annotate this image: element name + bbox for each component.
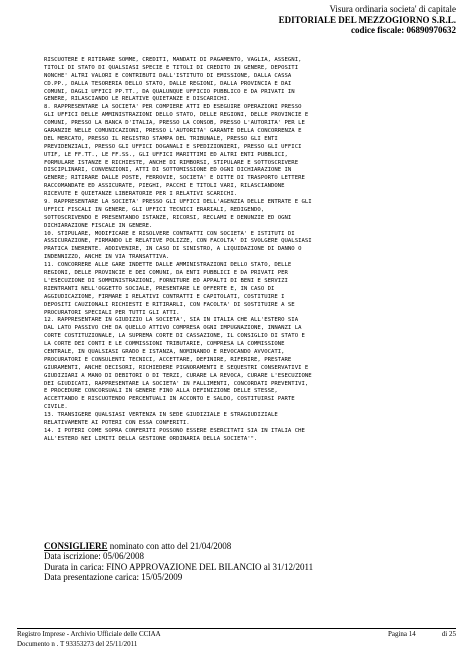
text-line: DAL LATO PASSIVO CHE DA QUELLO ATTIVO COMPRESA OGNI IMPUGNAZIONE, INNANZI LA [44,325,302,332]
data-iscrizione: Data iscrizione: 05/06/2008 [44,551,144,562]
text-line: 13. TRANSIGERE QUALSIASI VERTENZA IN SEDE GIUDIZIALE E STRAGIUDIZIALE [44,412,278,419]
text-line: TITOLI DI STATO DI QUALSIASI SPECIE E TITOLI DI CREDITO IN GENERE, DEPOSITI [44,64,299,71]
text-line: DEI GIUDICATI, RAPPRESENTARE LA SOCIETA' IN FALLIMENTI, CONCORDATI PREVENTIVI, [44,380,309,387]
text-line: GLI UFFICI DELLE AMMINISTRAZIONI DELLO STATO, DELLE REGIONI, DELLE PROVINCIE E [44,112,309,119]
text-line: PROCURATORI SPECIALI PER TUTTI GLI ATTI. [44,309,180,316]
text-line: GIURAMENTI, ANCHE DECISORI, RICHIEDERE PIGNORAMENTI E SEQUESTRI CONSERVATIVI E [44,364,309,371]
text-line: DISCIPLINARI, CONVENZIONI, ATTI DI SOTTOMISSIONE ED OGNI DICHIARAZIONE IN [44,167,292,174]
text-line: RACCOMANDATE ED ASSICURATE, PIEGHI, PACCHI E TITOLI VARI, RILASCIANDONE [44,183,285,190]
registro-imprese-label: Registro Imprese - Archivio Ufficiale delle CCIAA [17,630,161,638]
text-line: 14. I POTERI COME SOPRA CONFERITI POSSONO ESSERE ESERCITATI SIA IN ITALIA CHE [44,427,305,434]
text-line: CORTE COSTITUZIONALE, LA SUPREMA CORTE DI CASSAZIONE, IL CONSIGLIO DI STATO E [44,333,305,340]
text-line: PRATICA INERENTE. ADDIVENIRE, IN CASO DI SINISTRO, A LIQUIDAZIONE DI DANNO O [44,246,302,253]
text-line: 10. STIPULARE, MODIFICARE E RISOLVERE CONTRATTI CON SOCIETA' E ISTITUTI DI [44,230,295,237]
text-line: COMUNI, DAGLI UFFICI PP.TT., DA QUALUNQUE UFFICIO PUBBLICO E DA PRIVATI IN [44,88,295,95]
consigliere-title: CONSIGLIERE [44,541,108,551]
text-line: INDENNIZZO, ANCHE IN VIA TRANSATTIVA. [44,254,170,261]
page-number: Pagina 14 [387,630,416,638]
text-line: 9. RAPPRESENTARE LA SOCIETA' PRESSO GLI UFFICI DELL'AGENZIA DELLE ENTRATE E GLI [44,199,312,206]
text-line: CD.PP., DALLA TESORERIA DELLO STATO, DALLE REGIONI, DALLA PROVINCIA E DAI [44,80,292,87]
text-line: SOTTOSCRIVENDO E PRESENTANDO ISTANZE, RICORSI, RECLAMI E DENUNZIE ED OGNI [44,214,292,221]
text-line: CIVILE. [44,404,68,411]
text-line: LA CORTE DEI CONTI E LE COMMISSIONI TRIBUTARIE, COMPRESA LA COMMISSIONE [44,341,285,348]
text-line: DEL MERCATO, PRESSO IL REGISTRO STAMPA DEL TRIBUNALE, PRESSO GLI ENTI [44,135,278,142]
page-total: di 25 [441,630,456,638]
company-name: EDITORIALE DEL MEZZOGIORNO S.R.L. [278,14,456,25]
text-line: CENTRALE, IN QUALSIASI GRADO E ISTANZA, NOMINANDO E REVOCANDO AVVOCATI, [44,348,285,355]
text-line: ALL'ESTERO NEI LIMITI DELLA GESTIONE ORDINARIA DELLA SOCIETA'". [44,435,258,442]
text-line: GENERE; RITIRARE DALLE POSTE, FERROVIE, SOCIETA' E DITTE DI TRASPORTO LETTERE [44,175,305,182]
documento-number: Documento n . T 93353273 del 25/11/2011 [17,639,138,648]
text-line: PREVIDENZIALI, PRESSO GLI UFFICI DOGANALI E SPEDIZIONIERI, PRESSO GLI UFFICI [44,143,302,150]
footer-divider [17,628,456,629]
text-line: GENERE, RILASCIANDO LE RELATIVE QUIETANZE E DISCARICHI. [44,96,231,103]
document-type: Visura ordinaria societa' di capitale [329,4,456,14]
text-line: FORMULARE ISTANZE E RICHIESTE, ANCHE DI RIMBORSI, STIPULARE E SOTTOSCRIVERE [44,159,299,166]
footer-left [17,630,161,649]
text-line: 8. RAPPRESENTARE LA SOCIETA' PER COMPIERE ATTI ED ESEGUIRE OPERAZIONI PRESSO [44,104,302,111]
powers-text-block [44,57,459,444]
consigliere-block [44,541,313,583]
footer-right [388,630,456,640]
text-line: PROCURATORI E CONSULENTI TECNICI, ACCETTARE, DEFINIRE, RIFERIRE, PRESTARE [44,356,292,363]
nomination-text: nominato con atto del 21/04/2008 [107,541,232,551]
text-line: RIENTRANTI NELL'OGGETTO SOCIALE, PRESENTARE LE OFFERTE E, IN CASO DI [44,285,275,292]
text-line: DEPOSITI CAUZIONALI RICHIESTI E RITIRARLI, CON FACOLTA' DI SOSTITUIRE A SE [44,301,295,308]
text-line: RISCUOTERE E RITIRARE SOMME, CREDITI, MANDATI DI PAGAMENTO, VAGLIA, ASSEGNI, [44,57,302,63]
text-line: REGIONI, DELLE PROVINCIE E DEI COMUNI, DA ENTI PUBBLICI E DA PRIVATI PER [44,270,288,277]
fiscal-code: codice fiscale: 06890970632 [351,25,456,35]
text-line: AGGIUDICAZIONE, FIRMARE I RELATIVI CONTRATTI E CAPITOLATI, COSTITUIRE I [44,293,285,300]
durata-in-carica: Durata in carica: FINO APPROVAZIONE DEL BILANCIO al 31/12/2011 [44,561,314,572]
text-line: RICEVUTE E QUIETANZE LIBERATORIE PER I RELATIVI SCARICHI. [44,191,238,198]
text-line: E PROCEDURE CONCORSUALI IN GENERE FINO ALLA DEFINIZIONE DELLE STESSE, [44,388,278,395]
text-line: NONCHE' ALTRI VALORI E CONTRIBUTI DALL'ISTITUTO DI EMISSIONE, DALLA CASSA [44,72,292,79]
text-line: L'ESECUZIONE DI SOMMINISTRAZIONI, FORNITURE ED APPALTI DI BENI E SERVIZI [44,277,288,284]
text-line: GARANZIE NELLE COMUNICAZIONI, PRESSO L'AUTORITA' GARANTE DELLA CONCORRENZA E [44,128,302,135]
data-presentazione-carica: Data presentazione carica: 15/05/2009 [44,572,183,583]
text-line: COMUNI, PRESSO LA BANCA D'ITALIA, PRESSO LA CONSOB, PRESSO L'AUTORITA' PER LE [44,120,305,127]
page-header [279,4,456,36]
text-line: 11. CONCORRERE ALLE GARE INDETTE DALLE AMMINISTRAZIONI DELLO STATO, DELLE [44,262,292,269]
text-line: UFFICI FISCALI IN GENERE, GLI UFFICI TECNICI ERARIALI, REDIGENDO, [44,206,265,213]
text-line: RELATIVAMENTE AI POTERI CON ESSA CONFERITI. [44,419,190,426]
text-line: 12. RAPPRESENTARE IN GIUDIZIO LA SOCIETA', SIA IN ITALIA CHE ALL'ESTERO SIA [44,317,299,324]
text-line: DICHIARAZIONE FISCALE IN GENERE. [44,222,153,229]
consigliere-nomination-row [44,541,313,551]
text-line: ASSICURAZIONE, FIRMANDO LE RELATIVE POLIZZE, CON FACOLTA' DI SVOLGERE QUALSIASI [44,238,312,245]
text-line: UTIF, LE FF.TT., LE FF.SS., GLI UFFICI MARITTIMI ED ALTRI ENTI PUBBLICI, [44,151,288,158]
page-footer [17,630,456,649]
text-line: GIUDIZIARI A MANO DI DEBITORI O DI TERZI, CURARE LA REVOCA, CURARE L'ESECUZIONE [44,372,312,379]
text-line: ACCETTANDO E RISCUOTENDO PERCENTUALI IN ACCONTO E SALDO, COSTITUIRSI PARTE [44,396,295,403]
